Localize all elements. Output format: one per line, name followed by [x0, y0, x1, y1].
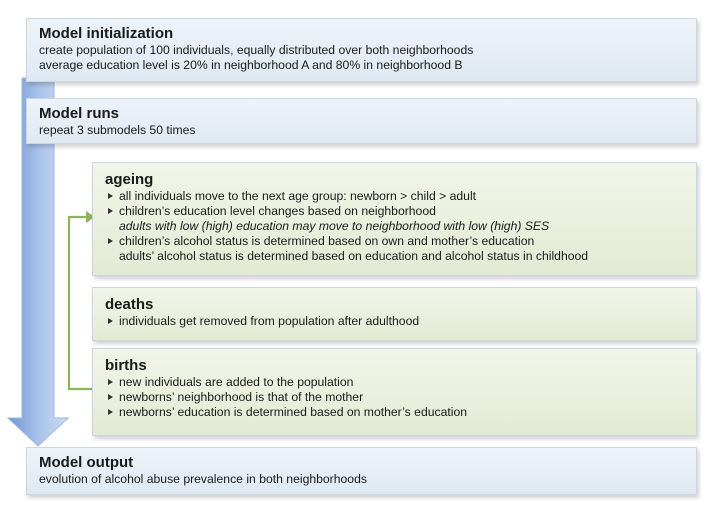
- output-line-1: evolution of alcohol abuse prevalence in both neighborhoods: [39, 472, 367, 486]
- births-bullet-1: new individuals are added to the population: [105, 375, 467, 390]
- births-title: births: [105, 357, 147, 374]
- ageing-bullet-3: children’s alcohol status is determined based on own and mother’s education: [105, 234, 588, 249]
- deaths-bullet-1: individuals get removed from population after adulthood: [105, 314, 419, 329]
- ageing-title: ageing: [105, 171, 154, 188]
- init-title: Model initialization: [39, 25, 174, 42]
- ageing-bullet-2: children’s education level changes based on neighborhood: [105, 204, 588, 219]
- loop-arrow: [69, 217, 92, 389]
- output-title: Model output: [39, 454, 134, 471]
- deaths-title: deaths: [105, 296, 154, 313]
- ageing-bullet-3-continuation: adults’ alcohol status is determined based on education and alcohol status in childhood: [119, 249, 589, 263]
- init-line-1: create population of 100 individuals, equally distributed over both neighborhoods: [39, 43, 474, 57]
- runs-title: Model runs: [39, 105, 120, 122]
- ageing-submodel-box: [92, 162, 697, 276]
- deaths-submodel-box: [92, 287, 697, 341]
- init-line-2: average education level is 20% in neighborhood A and 80% in neighborhood B: [39, 58, 463, 72]
- runs-line-1: repeat 3 submodels 50 times: [39, 123, 196, 137]
- births-submodel-box: [92, 348, 697, 436]
- model-runs-box: [26, 98, 697, 144]
- births-bullet-2: newborns’ neighborhood is that of the mother: [105, 390, 467, 405]
- births-bullet-3: newborns’ education is determined based on mother’s education: [105, 405, 467, 420]
- ageing-bullet-1: all individuals move to the next age group: newborn > child > adult: [105, 189, 588, 204]
- model-output-box: [26, 447, 697, 495]
- ageing-bullet-2-continuation: adults with low (high) education may move to neighborhood with low (high) SES: [119, 219, 550, 233]
- model-initialization-box: [26, 18, 697, 82]
